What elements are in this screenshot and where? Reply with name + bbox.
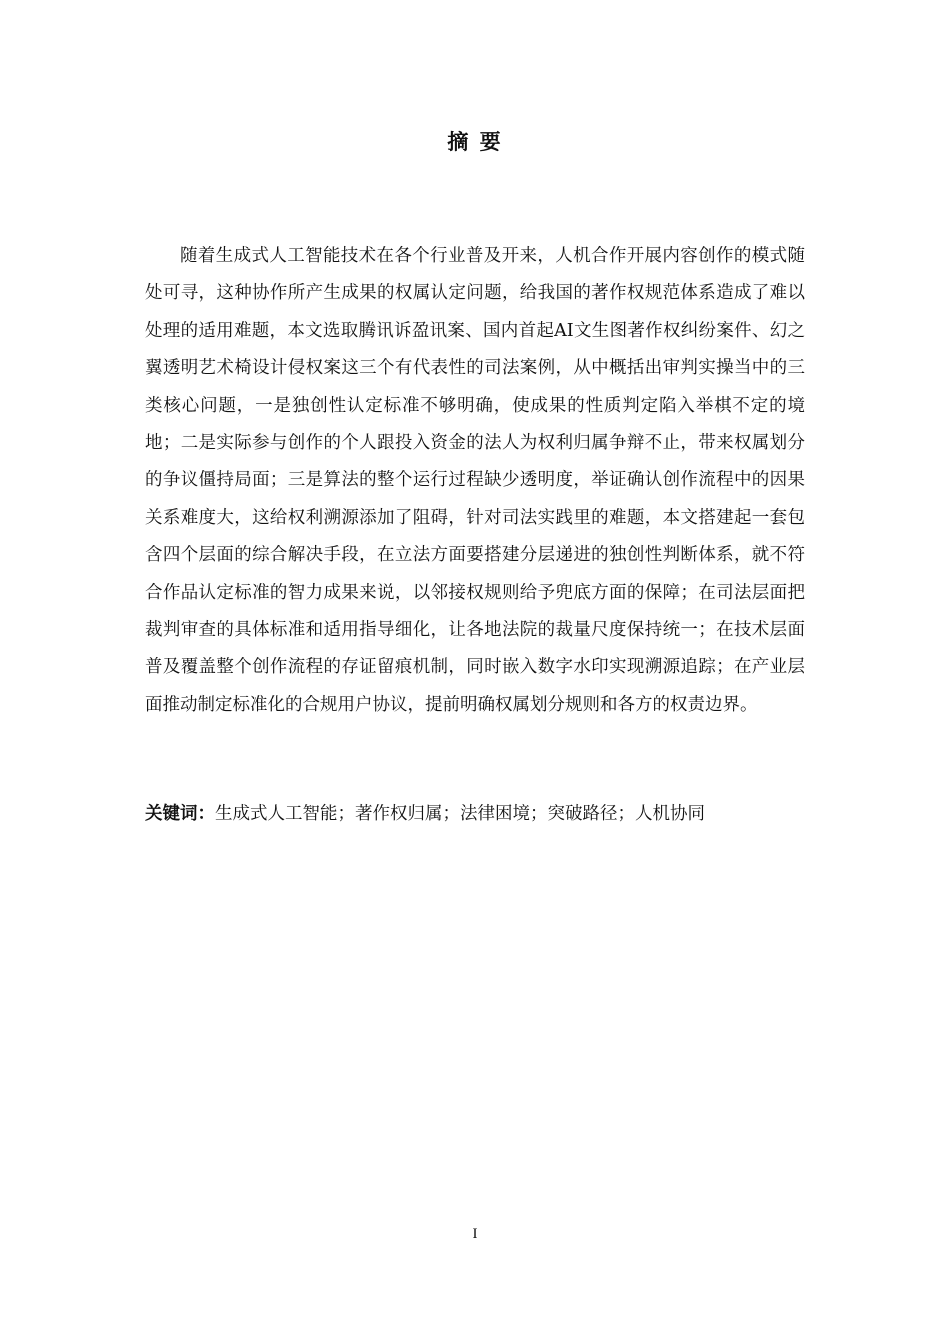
abstract-title: 摘 要 [447,130,503,154]
keywords-label: 关键词： [145,804,215,824]
page-number: I [472,1226,478,1242]
keywords-line [145,796,805,833]
abstract-body: 随着生成式人工智能技术在各个行业普及开来，人机合作开展内容创作的模式随处可寻，这种协作所产生成果的权属认定问题，给我国的著作权规范体系造成了难以处理的适用难题，本文选取腾讯诉盈讯案、国内首起AI文生图著作权纠纷案件、幻之翼透明艺术椅设计侵权案这三个有代表性的司法案例，从中概括出审判实操当中的三类核心问题，一是独创性认定标准不够明确，使成果的性质判定陷入举棋不定的境地；二是实际参与创作的个人跟投入资金的法人为权利归属争辩不止，带来权属划分的争议僵持局面；三是算法的整个运行过程缺少透明度，举证确认创作流程中的因果关系难度大，这给权利溯源添加了阻碍，针对司法实践里的难题，本文搭建起一套包含四个层面的综合解决手段，在立法方面要搭建分层递进的独创性判断体系，就不符合作品认定标准的智力成果来说，以邻接权规则给予兜底方面的保障；在司法层面把裁判审查的具体标准和适用指导细化，让各地法院的裁量尺度保持统一；在技术层面普及覆盖整个创作流程的存证留痕机制，同时嵌入数字水印实现溯源追踪；在产业层面推动制定标准化的合规用户协议，提前明确权属划分规则和各方的权责边界。 [145,246,805,715]
keywords-text: 生成式人工智能；著作权归属；法律困境；突破路径；人机协同 [215,804,705,824]
